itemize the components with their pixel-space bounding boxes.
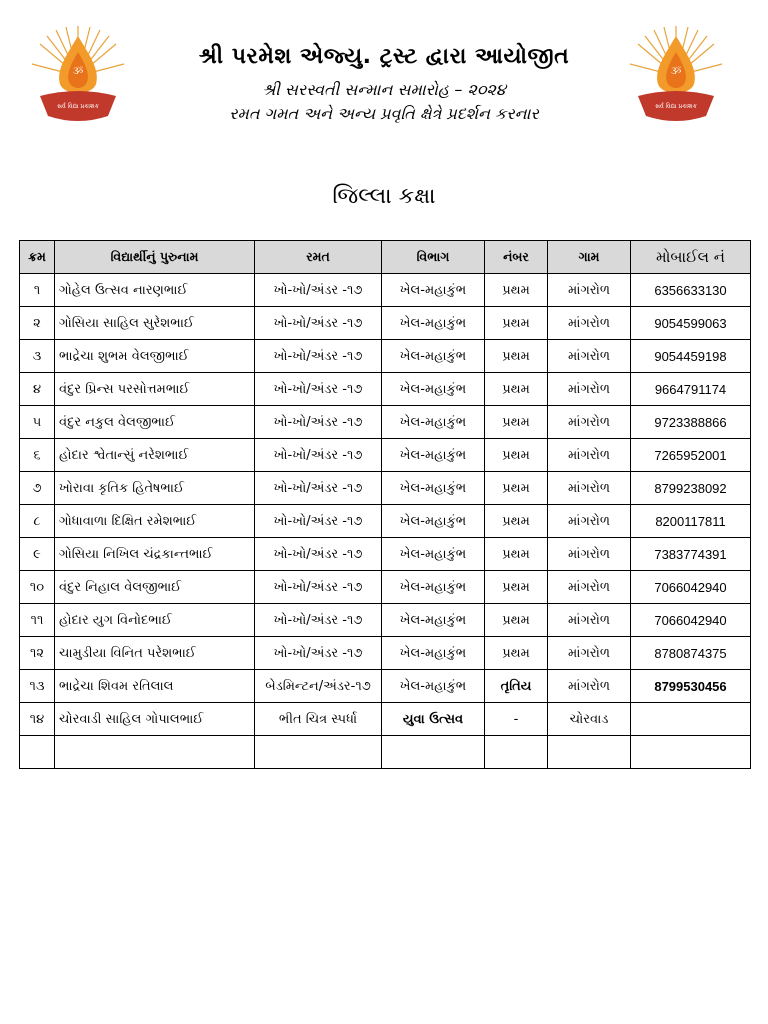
student-name-cell: ગોસિયા નિખિલ ચંદ્રકાન્તભાઈ bbox=[55, 538, 255, 571]
serial-cell: ૧૨ bbox=[20, 637, 55, 670]
division-cell: ખેલ-મહાકુંભ bbox=[382, 538, 485, 571]
mobile-cell: 9723388866 bbox=[631, 406, 751, 439]
table-row bbox=[20, 340, 751, 373]
table-row bbox=[20, 637, 751, 670]
sport-cell: ખો-ખો/અંડર -૧૭ bbox=[255, 340, 382, 373]
serial-cell: ૧૧ bbox=[20, 604, 55, 637]
sport-cell bbox=[255, 736, 382, 769]
logo-caption: સર્વ વિદ્યા પ્રકાશક bbox=[57, 103, 99, 110]
rank-cell: પ્રથમ bbox=[485, 505, 548, 538]
village-cell: ચોરવાડ bbox=[548, 703, 631, 736]
rank-cell: તૃતિય bbox=[485, 670, 548, 703]
table-row bbox=[20, 604, 751, 637]
serial-cell: ૮ bbox=[20, 505, 55, 538]
mobile-cell: 9054599063 bbox=[631, 307, 751, 340]
sport-cell: બેડમિન્ટન/અંડર-૧૭ bbox=[255, 670, 382, 703]
sport-cell: ખો-ખો/અંડર -૧૭ bbox=[255, 571, 382, 604]
division-cell: ખેલ-મહાકુંભ bbox=[382, 274, 485, 307]
table-row bbox=[20, 670, 751, 703]
sport-cell: ખો-ખો/અંડર -૧૭ bbox=[255, 538, 382, 571]
serial-cell bbox=[20, 736, 55, 769]
student-name-cell: ચામુડીયા વિનિત પરેશભાઈ bbox=[55, 637, 255, 670]
mobile-cell: 7066042940 bbox=[631, 604, 751, 637]
rank-cell: પ્રથમ bbox=[485, 307, 548, 340]
mobile-cell: 9664791174 bbox=[631, 373, 751, 406]
mobile-cell: 8200117811 bbox=[631, 505, 751, 538]
serial-cell: ૭ bbox=[20, 472, 55, 505]
village-cell: માંગરોળ bbox=[548, 274, 631, 307]
division-cell: ખેલ-મહાકુંભ bbox=[382, 505, 485, 538]
rank-cell: પ્રથમ bbox=[485, 637, 548, 670]
rank-cell: પ્રથમ bbox=[485, 571, 548, 604]
table-row bbox=[20, 274, 751, 307]
table-row bbox=[20, 538, 751, 571]
serial-cell: ૪ bbox=[20, 373, 55, 406]
division-cell: ખેલ-મહાકુંભ bbox=[382, 472, 485, 505]
student-name-cell: ગોસિયા સાહિલ સુરેશભાઈ bbox=[55, 307, 255, 340]
mobile-cell: 8780874375 bbox=[631, 637, 751, 670]
rank-cell: પ્રથમ bbox=[485, 538, 548, 571]
village-cell: માંગરોળ bbox=[548, 538, 631, 571]
om-symbol: ૐ bbox=[670, 66, 682, 77]
sport-cell: ખો-ખો/અંડર -૧૭ bbox=[255, 604, 382, 637]
student-name-cell: હોદાર યુગ વિનોદભાઈ bbox=[55, 604, 255, 637]
student-name-cell: ભાદ્રેચા શુભમ વેલજીભાઈ bbox=[55, 340, 255, 373]
division-cell: ખેલ-મહાકુંભ bbox=[382, 439, 485, 472]
village-cell: માંગરોળ bbox=[548, 505, 631, 538]
division-cell: ખેલ-મહાકુંભ bbox=[382, 307, 485, 340]
mobile-cell: 9054459198 bbox=[631, 340, 751, 373]
table-row bbox=[20, 472, 751, 505]
mobile-cell bbox=[631, 703, 751, 736]
sport-cell: ખો-ખો/અંડર -૧૭ bbox=[255, 274, 382, 307]
rank-cell: - bbox=[485, 703, 548, 736]
rank-cell: પ્રથમ bbox=[485, 439, 548, 472]
sport-cell: ખો-ખો/અંડર -૧૭ bbox=[255, 505, 382, 538]
serial-cell: ૯ bbox=[20, 538, 55, 571]
document-title: શ્રી પરમેશ એજ્યુ. ટ્રસ્ટ દ્વારા આયોજીત bbox=[198, 44, 570, 69]
rank-cell: પ્રથમ bbox=[485, 340, 548, 373]
serial-cell: ૧૪ bbox=[20, 703, 55, 736]
student-name-cell: ભાદ્રેચા શિવમ રતિલાલ bbox=[55, 670, 255, 703]
sport-cell: ખો-ખો/અંડર -૧૭ bbox=[255, 472, 382, 505]
student-name-cell: વંદુર પ્રિન્સ પરસોત્તમભાઈ bbox=[55, 373, 255, 406]
sport-cell: ખો-ખો/અંડર -૧૭ bbox=[255, 637, 382, 670]
sport-cell: ખો-ખો/અંડર -૧૭ bbox=[255, 439, 382, 472]
rank-cell: પ્રથમ bbox=[485, 472, 548, 505]
sport-cell: ખો-ખો/અંડર -૧૭ bbox=[255, 406, 382, 439]
division-cell: ખેલ-મહાકુંભ bbox=[382, 406, 485, 439]
rank-cell: પ્રથમ bbox=[485, 373, 548, 406]
column-header-village: ગામ bbox=[548, 241, 631, 274]
table-row bbox=[20, 703, 751, 736]
village-cell: માંગરોળ bbox=[548, 373, 631, 406]
division-cell: ખેલ-મહાકુંભ bbox=[382, 340, 485, 373]
mobile-cell: 7066042940 bbox=[631, 571, 751, 604]
village-cell: માંગરોળ bbox=[548, 406, 631, 439]
rank-cell: પ્રથમ bbox=[485, 604, 548, 637]
serial-cell: ૧૩ bbox=[20, 670, 55, 703]
table-row bbox=[20, 505, 751, 538]
column-header-mobile: મોબાઈલ નં bbox=[631, 241, 751, 274]
student-name-cell bbox=[55, 736, 255, 769]
village-cell: માંગરોળ bbox=[548, 670, 631, 703]
column-header-rank: નંબર bbox=[485, 241, 548, 274]
section-heading: જિલ્લા કક્ષા bbox=[332, 184, 436, 209]
column-header-division: વિભાગ bbox=[382, 241, 485, 274]
sport-cell: ભીત ચિત્ર સ્પર્ધા bbox=[255, 703, 382, 736]
table-row bbox=[20, 406, 751, 439]
village-cell: માંગરોળ bbox=[548, 637, 631, 670]
document-subtitle-2: રમત ગમત અને અન્ય પ્રવૃતિ ક્ષેત્રે પ્રદર્શન કરનાર bbox=[229, 104, 539, 123]
table-row bbox=[20, 439, 751, 472]
serial-cell: ૫ bbox=[20, 406, 55, 439]
table-row bbox=[20, 571, 751, 604]
om-symbol: ૐ bbox=[72, 66, 84, 77]
logo-caption: સર્વ વિદ્યા પ્રકાશક bbox=[655, 103, 697, 110]
division-cell: ખેલ-મહાકુંભ bbox=[382, 604, 485, 637]
serial-cell: ૧ bbox=[20, 274, 55, 307]
village-cell: માંગરોળ bbox=[548, 472, 631, 505]
division-cell: ખેલ-મહાકુંભ bbox=[382, 571, 485, 604]
division-cell: ખેલ-મહાકુંભ bbox=[382, 670, 485, 703]
mobile-cell: 7383774391 bbox=[631, 538, 751, 571]
mobile-cell: 8799530456 bbox=[631, 670, 751, 703]
column-header-sport: રમત bbox=[255, 241, 382, 274]
student-name-cell: ખોરાવા કૃતિક હિતેષભાઈ bbox=[55, 472, 255, 505]
division-cell: ખેલ-મહાકુંભ bbox=[382, 637, 485, 670]
table-row bbox=[20, 373, 751, 406]
mobile-cell: 6356633130 bbox=[631, 274, 751, 307]
student-name-cell: ગોધાવાળા દિક્ષિત રમેશભાઈ bbox=[55, 505, 255, 538]
village-cell bbox=[548, 736, 631, 769]
division-cell bbox=[382, 736, 485, 769]
student-name-cell: હોદાર શ્વેતાન્સું નરેશભાઈ bbox=[55, 439, 255, 472]
division-cell: ખેલ-મહાકુંભ bbox=[382, 373, 485, 406]
village-cell: માંગરોળ bbox=[548, 340, 631, 373]
mobile-cell bbox=[631, 736, 751, 769]
sport-cell: ખો-ખો/અંડર -૧૭ bbox=[255, 307, 382, 340]
serial-cell: ૬ bbox=[20, 439, 55, 472]
student-roster-table bbox=[19, 240, 751, 769]
student-name-cell: વંદુર નકુલ વેલજીભાઈ bbox=[55, 406, 255, 439]
serial-cell: ૧૦ bbox=[20, 571, 55, 604]
rank-cell: પ્રથમ bbox=[485, 406, 548, 439]
mobile-cell: 7265952001 bbox=[631, 439, 751, 472]
village-cell: માંગરોળ bbox=[548, 307, 631, 340]
rank-cell: પ્રથમ bbox=[485, 274, 548, 307]
rank-cell bbox=[485, 736, 548, 769]
table-row bbox=[20, 736, 751, 769]
column-header-serial: ક્રમ bbox=[20, 241, 55, 274]
student-name-cell: ચોરવાડી સાહિલ ગોપાલભાઈ bbox=[55, 703, 255, 736]
trust-logo-right bbox=[628, 22, 724, 130]
village-cell: માંગરોળ bbox=[548, 604, 631, 637]
student-name-cell: વંદુર નિહાલ વેલજીભાઈ bbox=[55, 571, 255, 604]
serial-cell: ૩ bbox=[20, 340, 55, 373]
column-header-student-name: વિદ્યાર્થીનું પુરુનામ bbox=[55, 241, 255, 274]
document-subtitle: શ્રી સરસ્વતી સન્માન સમારોહ – ૨૦૨૪ bbox=[262, 80, 506, 99]
serial-cell: ૨ bbox=[20, 307, 55, 340]
sport-cell: ખો-ખો/અંડર -૧૭ bbox=[255, 373, 382, 406]
mobile-cell: 8799238092 bbox=[631, 472, 751, 505]
table-header-row bbox=[20, 241, 751, 274]
student-name-cell: ગોહેલ ઉત્સવ નારણભાઈ bbox=[55, 274, 255, 307]
document-header bbox=[0, 0, 768, 140]
village-cell: માંગરોળ bbox=[548, 571, 631, 604]
table-row bbox=[20, 307, 751, 340]
division-cell: યુવા ઉત્સવ bbox=[382, 703, 485, 736]
trust-logo-left bbox=[30, 22, 126, 130]
village-cell: માંગરોળ bbox=[548, 439, 631, 472]
